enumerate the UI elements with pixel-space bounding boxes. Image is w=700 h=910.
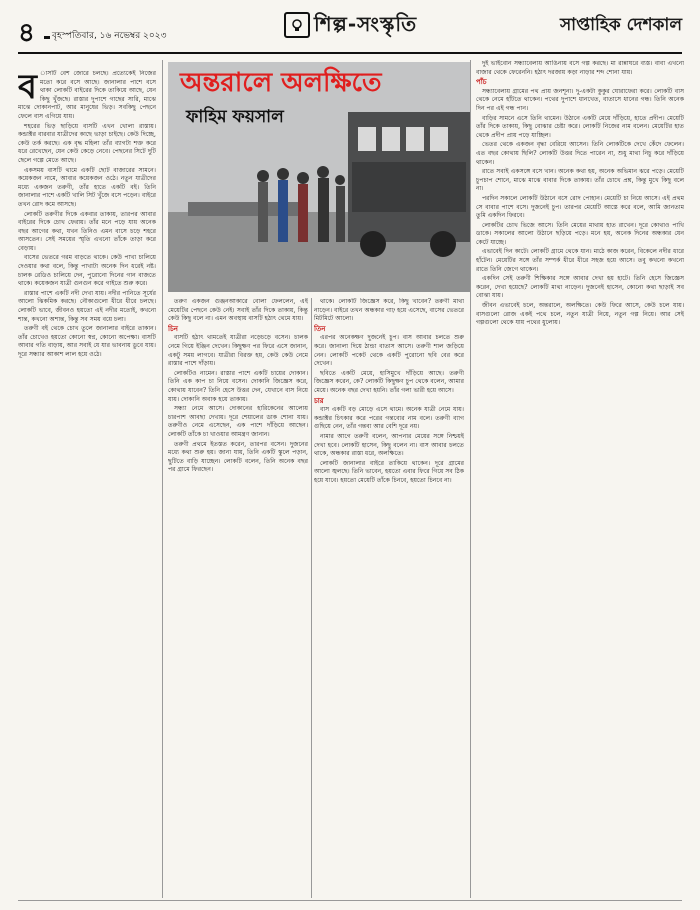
paragraph: লোকটি জানালার বাইরে তাকিয়ে থাকেন। দূরে গ্রামের আলো জ্বলছে। তিনি ভাবেন, হয়তো এবার ফিরে গিয়ে সব ঠিক হয়ে যাবে। হয়তো মেয়েটি তাঁকে চিনবে, হয়তো চিনবে না। bbox=[314, 459, 464, 484]
paragraph: তরুণ একজন গুঞ্জনআকারে বোলা ফেললেন, এই মেয়েটির পেছনে কেউ নেই। সবাই তাঁর দিকে তাকায়, কিন্তু কেউ কিছু বলে না। এমন অবস্থায় বাসটি হঠাৎ থেমে যায়। bbox=[168, 298, 308, 323]
column-2 bbox=[168, 298, 308, 898]
paragraph: নামার আগে তরুণী বলেন, আপনার মেয়ের সঙ্গে নিশ্চয়ই দেখা হবে। লোকটি হাসেন, কিছু বলেন না। বাস আবার চলতে থাকে, অন্ধকার রাস্তা ধরে, অলক্ষিতে। bbox=[314, 432, 464, 458]
paragraph: লোকটিও নামেন। রাস্তার পাশে একটি চায়ের দোকান। তিনি এক কাপ চা নিয়ে বসেন। দোকানি জিজ্ঞেস করে, কোথায় যাবেন? তিনি হেসে উত্তর দেন, যেখানে বাস নিয়ে যায়। দোকানি অবাক হয়ে তাকায়। bbox=[168, 369, 308, 403]
paragraph: ছবিতে একটি মেয়ে, হাসিমুখে দাঁড়িয়ে আছে। তরুণী জিজ্ঞেস করেন, কে? লোকটি কিছুক্ষণ চুপ থেকে বলেন, আমার মেয়ে। অনেক বছর দেখা হয়নি। তাঁর গলা ভারী হয়ে আসে। bbox=[314, 369, 464, 394]
paragraph: রাতে সবাই একসঙ্গে বসে খান। অনেক কথা হয়, অনেক অভিমান ঝরে পড়ে। মেয়েটি চুপচাপ শোনে, মাঝে মাঝে বাবার দিকে তাকায়। তাঁর চোখে প্রশ্ন, কিন্তু মুখে কিছু বলে না। bbox=[476, 168, 684, 193]
page-number: ৪ bbox=[18, 18, 35, 48]
paragraph: শহরের ভিড় ছাড়িয়ে বাসটি এখন খোলা রাস্তায়। কন্ডাক্টর বারবার যাত্রীদের কাছে ভাড়া চাইছে। কেউ দিচ্ছে, কেউ তর্ক করছে। এক বৃদ্ধ মহিলা তাঁর ব্যাগটা শক্ত করে ধরে রেখেছেন, যেন কেউ কেড়ে নেবে। পেছনের সিটে দুটি ছেলে গল্পে মেতে আছে। bbox=[18, 122, 156, 164]
paragraph: একসময় বাসটি থামে একটি ছোট বাজারের সামনে। কয়েকজন নামে, আবার কয়েকজন ওঠে। নতুন যাত্রীদের মধ্যে একজন তরুণী, তাঁর হাতে একটি বই। তিনি জানালার পাশে একটি খালি সিট খুঁজে বসে পড়েন। বাইরে তখন রোদ কমে আসছে। bbox=[18, 166, 156, 208]
column-3 bbox=[314, 298, 464, 898]
paragraph: লোকটির চোখ ভিজে আসে। তিনি মেয়ের মাথায় হাত রাখেন। দূরে কোথাও পাখি ডাকে। সকালের আলো উঠানে ছড়িয়ে পড়ে। মনে হয়, অনেক দিনের অন্ধকার যেন কেটে যাচ্ছে। bbox=[476, 221, 684, 246]
paragraph: থাকে। লোকটি জিজ্ঞেস করে, কিছু খাবেন? তরুণী মাথা নাড়েন। বাইরে তখন অন্ধকার গাঢ় হয়ে এসেছে, বাসের ভেতরে মিটমিটে আলো। bbox=[314, 298, 464, 323]
section-title: শিল্প-সংস্কৃতি bbox=[314, 12, 418, 36]
bottom-rule bbox=[18, 900, 682, 901]
paragraph: বাড়ির সামনে এসে তিনি থামেন। উঠানে একটি মেয়ে দাঁড়িয়ে, হাতে প্রদীপ। মেয়েটি তাঁর দিকে তাকায়, কিছু বোঝার চেষ্টা করে। লোকটি নিজের নাম বলেন। মেয়েটির হাত থেকে প্রদীপ প্রায় পড়ে যাচ্ছিল। bbox=[476, 114, 684, 139]
drop-cap: ব bbox=[18, 70, 37, 107]
column-4 bbox=[476, 60, 684, 898]
subhead: চার bbox=[314, 395, 324, 405]
paragraph: এরপর অনেকক্ষণ দুজনেই চুপ। বাস আবার চলতে শুরু করে। জানালা দিয়ে ঠান্ডা বাতাস আসে। তরুণী শাল জড়িয়ে নেন। লোকটি পকেট থেকে একটি পুরোনো ছবি বের করে দেখেন। bbox=[314, 334, 464, 368]
header-rule bbox=[18, 52, 682, 54]
paragraph: সন্ধ্যা নেমে আসে। দোকানের হারিকেনের আলোয় চারপাশ আবছা দেখায়। দূরে শেয়ালের ডাক শোনা যায়। তরুণীও নেমে এসেছেন, এক পাশে দাঁড়িয়ে আছেন। লোকটি তাঁকে চা খাওয়ার আমন্ত্রণ জানান। bbox=[168, 405, 308, 438]
column-divider bbox=[311, 298, 312, 898]
paragraph: একদিন সেই তরুণী শিক্ষিকার সঙ্গে আবার দেখা হয় হাটে। তিনি হেসে জিজ্ঞেস করেন, দেখা হয়েছে? লোকটি মাথা নাড়েন। দুজনেই হাসেন, কোনো কথা ছাড়াই সব বোঝা যায়। bbox=[476, 275, 684, 300]
masthead: সাপ্তাহিক দেশকাল bbox=[559, 15, 682, 35]
byline: ফাহিম ফয়সাল bbox=[186, 107, 284, 127]
paragraph: বাসটি হঠাৎ থামতেই যাত্রীরা নড়েচড়ে বসেন। চালক নেমে গিয়ে ইঞ্জিন দেখেন। কিছুক্ষণ পর ফিরে এসে জানান, একটু সময় লাগবে। যাত্রীরা বিরক্ত হয়, কেউ কেউ নেমে রাস্তার পাশে দাঁড়ায়। bbox=[168, 334, 308, 368]
subhead: পাঁচ bbox=[476, 77, 487, 87]
section-logo-icon bbox=[284, 12, 310, 38]
subhead: চিন bbox=[168, 323, 178, 333]
paragraph: াসটি বেশ জোরে চলছে। প্রত্যেকেই নিজের মতো করে বসে আছে। জানালার পাশে বসে থাকা লোকটি বাইরের দিকে তাকিয়ে আছে, যেন কিছু খুঁজছে। রাস্তার দুপাশে গাছের সারি, মাঝে মাঝে দোকানপাট, আর মানুষের ভিড়। সবকিছু পেছনে ফেলে বাস এগিয়ে যায়। bbox=[18, 70, 156, 120]
paragraph: এভাবেই দিন কাটে। লোকটি গ্রামে থেকে যান। মাঠে কাজ করেন, বিকেলে নদীর ধারে হাঁটেন। মেয়েটির সঙ্গে তাঁর সম্পর্ক ধীরে ধীরে সহজ হয়ে আসে। তবু কখনো কখনো রাতে তিনি জেগে থাকেন। bbox=[476, 248, 684, 273]
paragraph: বাস একটি বড় মোড়ে এসে থামে। অনেক যাত্রী নেমে যায়। কন্ডাক্টর চিৎকার করে পরের গন্তব্যের নাম বলে। তরুণী ব্যাগ গুছিয়ে নেন, তাঁর গন্তব্য আর বেশি দূরে নয়। bbox=[314, 406, 464, 431]
paragraph: দুই ভাইবোন সন্ধ্যাবেলায় আঙিনায় বসে গল্প করছে। মা রান্নাঘরে ব্যস্ত। বাবা এখনো বাজার থেকে ফেরেননি। হঠাৎ দরজায় কড়া নাড়ার শব্দ শোনা যায়। bbox=[476, 60, 684, 76]
headline: অন্তরালে অলক্ষিতে bbox=[180, 68, 382, 98]
subhead: তিন bbox=[314, 323, 326, 333]
paragraph: রাস্তার পাশে একটি নদী দেখা যায়। নদীর পানিতে সূর্যের আলো ঝিকমিক করছে। নৌকাগুলো ধীরে ধীরে চলছে। লোকটি ভাবে, জীবনও হয়তো এই নদীর মতোই, কখনো শান্ত, কখনো অশান্ত, কিন্তু সব সময় বয়ে চলা। bbox=[18, 289, 156, 323]
paragraph: লোকটি তরুণীর দিকে একবার তাকায়, তারপর আবার বাইরের দিকে চোখ ফেরায়। তাঁর মনে পড়ে যায় অনেক বছর আগের কথা, যখন তিনিও এমন বাসে চড়ে শহরে আসতেন। সেই সময়ের স্মৃতি এখনো তাঁকে তাড়া করে বেড়ায়। bbox=[18, 210, 156, 252]
paragraph: তরুণী বই থেকে চোখ তুলে জানালার বাইরে তাকান। তাঁর চোখেও হয়তো কোনো স্বপ্ন, কোনো অপেক্ষা। বাসটি আবার গতি বাড়ায়, আর সবাই যে যার ভাবনায় ডুবে যায়। দূরে সন্ধ্যার আকাশ লাল হয়ে ওঠে। bbox=[18, 325, 156, 358]
paragraph: তরুণী প্রথমে ইতস্তত করেন, তারপর বসেন। দুজনের মধ্যে কথা শুরু হয়। জানা যায়, তিনি একটি স্কুলে পড়ান, ছুটিতে বাড়ি যাচ্ছেন। লোকটি বলেন, তিনি অনেক বছর পর গ্রামে ফিরছেন। bbox=[168, 440, 308, 474]
page-number-underline bbox=[44, 36, 50, 39]
page-header bbox=[18, 10, 682, 54]
column-1 bbox=[18, 70, 156, 898]
column-divider bbox=[470, 60, 471, 898]
paragraph: ভেতর থেকে একজন বৃদ্ধা বেরিয়ে আসেন। তিনি লোকটিকে দেখে কেঁদে ফেলেন। এত বছর কোথায় ছিলি? লোকটি উত্তর দিতে পারেন না, শুধু মাথা নিচু করে দাঁড়িয়ে থাকেন। bbox=[476, 141, 684, 166]
paragraph: সন্ধ্যাবেলায় গ্রামের পথ প্রায় জনশূন্য। দু-একটা কুকুর ঘোরাফেরা করে। লোকটি বাস থেকে নেমে হাঁটতে থাকেন। পথের দুপাশে ধানখেত, বাতাসে ধানের গন্ধ। তিনি অনেক দিন পর এই গন্ধ পান। bbox=[476, 87, 684, 112]
column-divider bbox=[162, 60, 163, 898]
paragraph: বাসের ভেতরে গরম বাড়তে থাকে। কেউ পাখা চালিয়ে দেওয়ার কথা বলে, কিন্তু পাখাটা অনেক দিন ধরেই নষ্ট। চালক রেডিও চালিয়ে দেন, পুরোনো দিনের গান বাজতে থাকে। কয়েকজন যাত্রী গুনগুন করে গাইতে শুরু করে। bbox=[18, 254, 156, 288]
paragraph: পরদিন সকালে লোকটি উঠানে বসে রোদ পোহান। মেয়েটি চা নিয়ে আসে। এই প্রথম সে বাবার পাশে বসে। দুজনেই চুপ। তারপর মেয়েটি আস্তে করে বলে, আমি জানতাম তুমি একদিন ফিরবে। bbox=[476, 194, 684, 220]
paragraph: জীবন এভাবেই চলে, অন্তরালে, অলক্ষিতে। কেউ ফিরে আসে, কেউ চলে যায়। বাসগুলো রোজ একই পথে চলে, নতুন যাত্রী নিয়ে, নতুন গল্প নিয়ে। আর সেই গল্পগুলো থেকে যায় পথের ধুলোয়। bbox=[476, 302, 684, 327]
issue-date: বৃহস্পতিবার, ১৬ নভেম্বর ২০২৩ bbox=[52, 31, 167, 41]
